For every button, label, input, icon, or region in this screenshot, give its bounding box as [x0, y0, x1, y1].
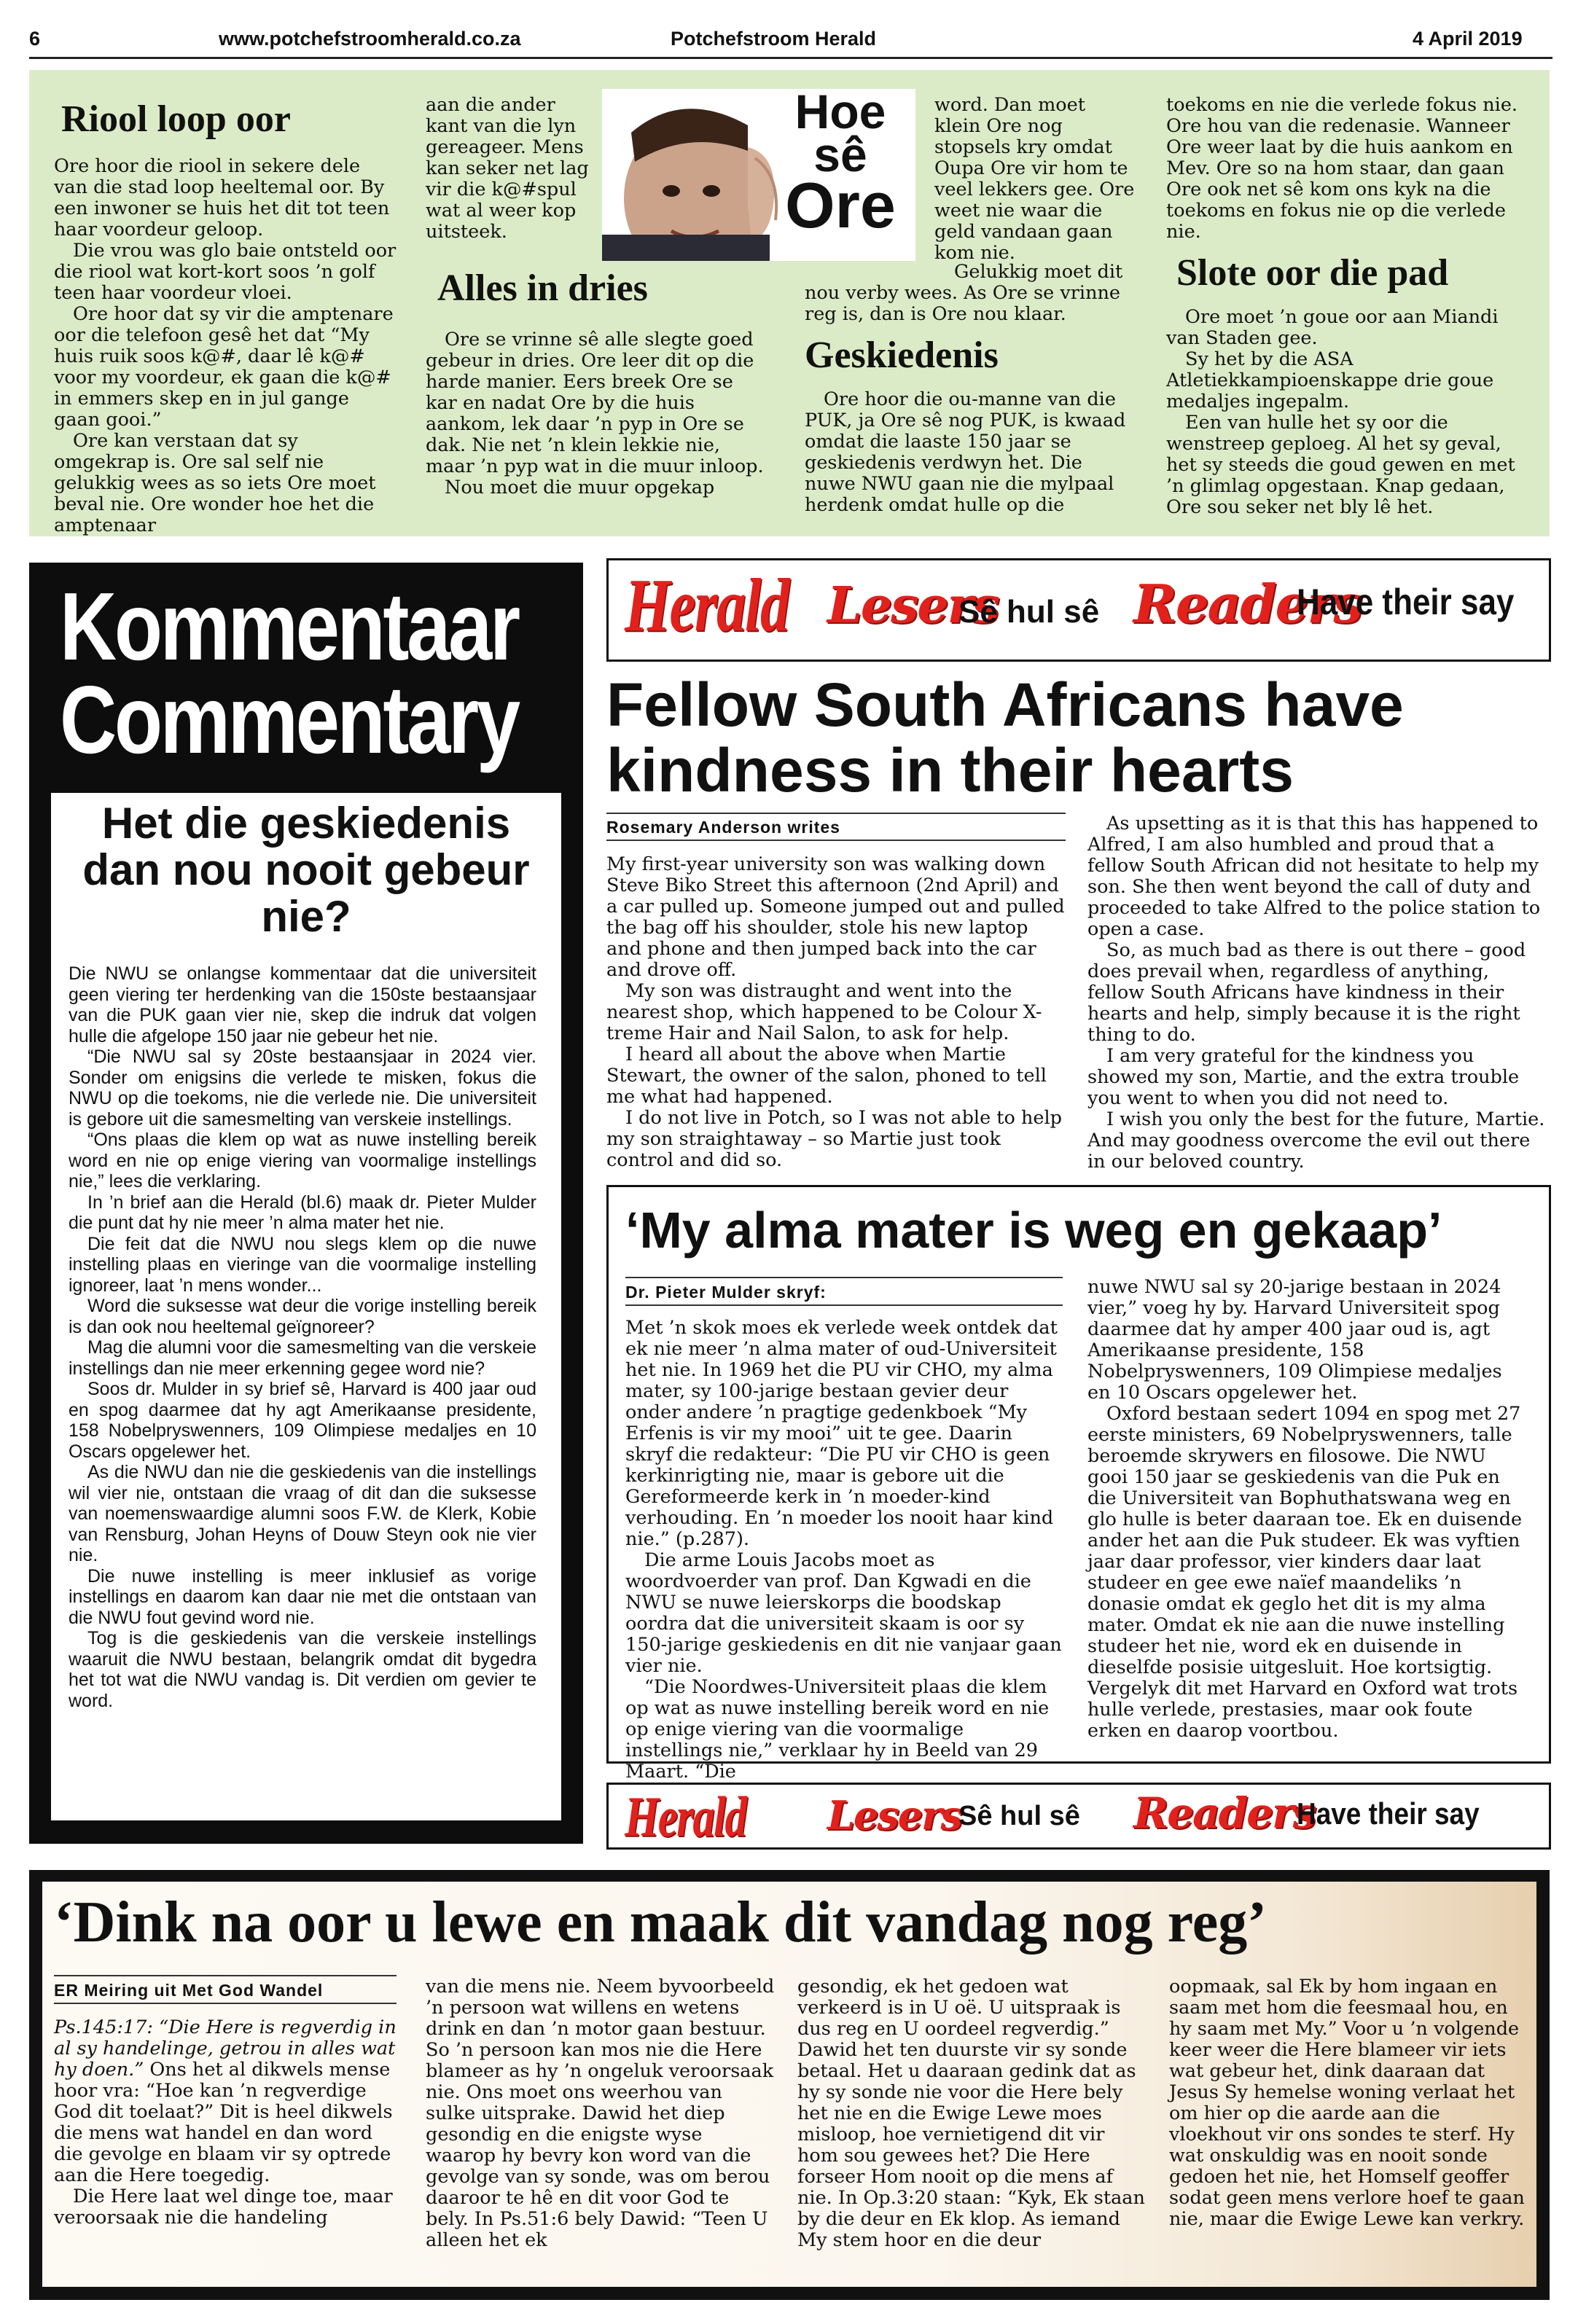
commentary-body [69, 963, 536, 1711]
readers-banner-top [606, 558, 1551, 662]
ore-column-2-top [426, 95, 595, 243]
ore-paragraph: toekoms en nie die verlede fokus nie. Ore hou van die redenasie. Wanneer Ore weer laat by die huis aankom en Mev. Ore so na hom staar, dan gaan Ore ook net sê kom ons kyk na die toekoms en fokus nie op die verlede nie. [1166, 94, 1518, 243]
ore-paragraph: Ore se vrinne sê alle slegte goed gebeur in dries. Ore leer dit op die harde manier. Eers breek Ore se kar en nadat Ore by die huis aankom, lek daar ’n pyp in Ore se dak. Nie net ’n klein lekkie nie, maar ’n pyp wat in die muur inloop. [426, 329, 764, 477]
devotional-byline-rule [54, 2003, 397, 2004]
commentary-paragraph: Mag die alumni voor die samesmelting van die verskeie instellings dan nie meer erkenning gegee word nie? [69, 1337, 536, 1379]
header-url[interactable]: www.potchefstroomherald.co.za [219, 28, 521, 50]
letter1-column-2 [1087, 813, 1547, 1173]
devotional-text: Ons het al dikwels mense hoor vra: “Hoe kan ’n regverdige God dit toelaat?” Dit is heel dikwels die mens wat handel en dan word die gevolge en blaam vir sy optrede aan die Here toegedig. [54, 2059, 393, 2186]
commentary-paragraph: “Die NWU sal sy 20ste bestaansjaar in 2024 vier. Sonder om enigsins die verlede te misken, fokus die NWU op die toekoms, nie die verlede nie. Die universiteit is gebore uit die samesmelting van verskeie instellings. [69, 1046, 536, 1130]
letter1-paragraph: I am very grateful for the kindness you showed my son, Martie, and the extra trouble you went to when you did not need to. [1087, 1045, 1520, 1109]
devotional-column-3 [797, 1976, 1147, 2251]
ore-heading-riool: Riool loop oor [61, 98, 291, 140]
commentary-paragraph: Soos dr. Mulder in sy brief sê, Harvard is 400 jaar oud en spog daarmee dat hy agt Amerikaanse presidente, 158 Nobelpryswenners, 109 Olimpiese medaljes en 10 Oscars opgelewer het. [69, 1379, 536, 1462]
letter1-paragraph: My son was distraught and went into the nearest shop, which happened to be Colour X-treme Hair and Nail Salon, to ask for help. [606, 980, 1042, 1044]
ore-heading-slote: Slote oor die pad [1176, 252, 1449, 294]
have-their-say-text: Have their say [1297, 582, 1515, 622]
letter2-paragraph: Met ’n skok moes ek verlede week ontdek dat ek nie meer ’n alma mater of oud-Universiteit het nie. In 1969 het die PU vir CHO, my alma mater, sy 100-jarige bestaan gevier deur onder andere ’n pragtige gedenkboek “My Erfenis is vir my mooi” uit te gee. Daarin skryf die redakteur: “Die PU vir CHO is geen kerkinrigting nie, maar is gebore uit die Gereformeerde kerk in ’n moeder-kind verhouding. En ’n moeder los nooit haar kind nie.” (p.287). [625, 1317, 1058, 1550]
commentary-paragraph: “Ons plaas die klem op wat as nuwe instelling bereik word en nie op enige viering van voormalige instellings nie,” lees die verklaring. [69, 1130, 536, 1192]
have-their-say-text: Have their say [1297, 1796, 1480, 1831]
commentary-paragraph: As die NWU dan nie die geskiedenis van die instellings wil vier nie, ontstaan die vraag of dit dan die suksesse van noemenswaardige alumni soos F.W. de Klerk, Kobie van Rensburg, Johan Heyns of Douw Steyn ook nie vier nie. [69, 1462, 536, 1565]
letter2-paragraph: Die arme Louis Jacobs moet as woordvoerder van prof. Dan Kgwadi en die NWU se nuwe leierskorps die boodskap oordra dat die universiteit skaam is oor sy 150-jarige geskiedenis en dit nie vanjaar gaan vier nie. [625, 1549, 1062, 1677]
logo-line-ore: Ore [785, 169, 896, 241]
ore-heading-geskiedenis: Geskiedenis [805, 334, 999, 376]
ore-column-1 [54, 99, 397, 536]
commentary-heading: Het die geskiedenis dan nou nooit gebeur nie? [82, 799, 530, 941]
letter2-column-1 [625, 1318, 1063, 1783]
readers-script: Readers [1133, 1788, 1316, 1838]
letter2-paragraph: “Die Noordwes-Universiteit plaas die klem op wat as nuwe instelling bereik word en nie op enige viering van die voormalige instellings nie,” verklaar hy in Beeld van 29 Maart. “Die [625, 1676, 1050, 1783]
letter1-paragraph: I heard all about the above when Martie Stewart, the owner of the salon, phoned to tell me what had happened. [606, 1044, 1047, 1108]
devotional-paragraph: Die Here laat wel dinge toe, maar veroorsaak nie die handeling [54, 2186, 393, 2229]
letter1-paragraph: My first-year university son was walking down Steve Biko Street this afternoon (2nd April) and a car pulled up. Someone jumped out and pulled the bag off his shoulder, stole his new laptop and phone and then jumped back into the car and drove off. [606, 853, 1065, 981]
ore-paragraph: Ore hoor die ou-manne van die PUK, ja Ore sê nog PUK, is kwaad omdat die laaste 150 jaar se geskiedenis verdwyn het. Die nuwe NWU gaan nie die mylpaal herdenk omdat hulle op die [805, 388, 1126, 516]
page-number: 6 [29, 28, 41, 50]
letter1-column-1 [606, 854, 1066, 1171]
ore-paragraph: Nou moet die muur opgekap [445, 477, 715, 498]
devotional-column-1 [54, 2017, 397, 2229]
letter1-paragraph: As upsetting as it is that this has happened to Alfred, I am also humbled and proud that a fellow South African did not hesitate to help my son. She then went beyond the call of duty and proceeded to take Alfred to the police station to open a case. [1087, 813, 1541, 940]
letter1-paragraph: I wish you only the best for the future, Martie. And may goodness overcome the evil out there in our beloved country. [1087, 1108, 1545, 1173]
ore-paragraph: aan die ander kant van die lyn gereageer. Mens kan seker net lag vir die k@#spul wat al weer kop uitsteek. [426, 94, 589, 243]
commentary-paragraph: Tog is die geskiedenis van die verskeie instellings waaruit die NWU bestaan, belangrik omdat dit bygedra het tot wat die NWU vandag is. Dit verdien om gevier te word. [69, 1628, 536, 1711]
letter2-byline-rule [625, 1277, 1063, 1278]
commentary-paragraph: Die nuwe instelling is meer inklusief as vorige instellings en daarom kan daar nie met die ontstaan van die NWU fout gevind word nie. [69, 1565, 536, 1628]
devotional-byline-rule [54, 1975, 397, 1976]
devotional-headline: ‘Dink na oor u lewe en maak dit vandag nog reg’ [54, 1890, 1267, 1955]
commentary-title-afrikaans: Kommentaar [60, 573, 518, 680]
lesers-script: Lesers [827, 576, 999, 635]
scripture-quote: Ps.145:17: “Die Here is regverdig in al sy handelinge, getrou in alles wat hy doen.” [54, 2016, 397, 2081]
ore-paragraph: Ore moet ’n goue oor aan Miandi van Staden gee. [1166, 306, 1499, 349]
devotional-paragraph: van die mens nie. Neem byvoorbeeld ’n persoon wat willens en wetens drink en dan ’n motor gaan bestuur. So ’n persoon kan mos nie die Here blameer as hy ’n ongeluk veroorsaak nie. Ons moet ons weerhou van sulke uitsprake. Dawid het diep gesondig en die enigste wyse waarop hy bevry kon word van die gevolge van sy sonde, was om berou daaroor te hê en dit voor God te bely. In Ps.51:6 bely Dawid: “Teen U alleen het ek [426, 1976, 775, 2251]
devotional-byline: ER Meiring uit Met God Wandel [54, 1981, 324, 2000]
letter1-paragraph: I do not live in Potch, so I was not able to help my son straightaway – so Martie just took control and did so. [606, 1107, 1062, 1171]
devotional-paragraph: gesondig, ek het gedoen wat verkeerd is in U oë. U uitspraak is dus reg en U oordeel regverdig.” Dawid het ten duurste vir sy sonde betaal. Het u daaraan gedink dat as hy sy sonde nie voor die Here bely het nie en die Ewige Lewe moes misloop, hoe vernietigend dit vir hom sou gewees het? Die Here forseer Hom nooit op die mens af nie. In Op.3:20 staan: “Kyk, Ek staan by die deur en Ek klop. As iemand My stem hoor en die deur [797, 1976, 1145, 2251]
ore-paragraph: Gelukkig moet dit nou verby wees. As Ore se vrinne reg is, dan is Ore nou klaar. [805, 261, 1123, 325]
letter2-byline-rule [625, 1304, 1063, 1306]
commentary-title [60, 573, 614, 773]
devotional-column-2 [426, 1976, 776, 2251]
ore-paragraph: Ore kan verstaan dat sy omgekrap is. Ore sal self nie gelukkig wees as so iets Ore moet beval nie. Ore wonder hoe het die amptenaar [54, 430, 376, 536]
se-hul-se-text: Sê hul sê [958, 1801, 1080, 1831]
letter1-byline-rule [606, 813, 1066, 814]
commentary-paragraph: In ’n brief aan die Herald (bl.6) maak dr. Pieter Mulder die punt dat hy nie meer ’n alma mater het nie. [69, 1192, 536, 1233]
readers-script: Readers [1133, 573, 1362, 635]
ore-paragraph: Die vrou was glo baie ontsteld oor die riool wat kort-kort soos ’n golf teen haar voordeur vloei. [54, 240, 397, 304]
devotional-column-4 [1169, 1976, 1526, 2230]
letter1-byline-rule [606, 840, 1066, 841]
ore-paragraph: Sy het by die ASA Atletiekkampioenskappe drie goue medaljes ingepalm. [1166, 348, 1494, 412]
herald-logo: Herald [625, 1785, 746, 1848]
letter1-paragraph: So, as much bad as there is out there – good does prevail when, regardless of anything, fellow South Africans have kindness in their hearts and help, simply because it is the right thing to do. [1087, 939, 1526, 1046]
letter1-byline: Rosemary Anderson writes [606, 818, 840, 837]
header-rule [29, 57, 1552, 59]
ore-column-2 [426, 268, 770, 498]
ore-column-3 [805, 262, 1137, 516]
ore-logo [602, 89, 915, 261]
ore-paragraph: Een van hulle het sy oor die wenstreep geploeg. Al het sy geval, het sy steeds die goud gewen en met ’n glimlag opgestaan. Knap gedaan, Ore sou seker net bly lê het. [1166, 412, 1515, 518]
readers-banner-bottom [606, 1783, 1551, 1850]
ore-column-4 [1166, 95, 1531, 518]
letter2-headline: ‘My alma mater is weg en gekaap’ [625, 1202, 1442, 1259]
letter2-byline: Dr. Pieter Mulder skryf: [625, 1283, 827, 1302]
herald-logo: Herald [625, 563, 789, 647]
logo-line-hoe: Hoe [794, 89, 886, 138]
se-hul-se-text: Sê hul sê [958, 594, 1100, 630]
devotional-paragraph: oopmaak, sal Ek by hom ingaan en saam met hom die feesmaal hou, en hy saam met My.” Voor u ’n volgende keer weer die Here blameer vir iets wat gebeur het, dink daaraan dat Jesus Sy hemelse woning verlaat het om hier op die aarde aan die vloekhout vir ons sondes te sterf. Hy wat onskuldig was en nooit sonde gedoen het nie, het Homself geoffer sodat geen mens verlore hoef te gaan nie, maar die Ewige Lewe kan verkry. [1169, 1976, 1525, 2230]
letter2-paragraph: Oxford bestaan sedert 1094 en spog met 27 eerste ministers, 69 Nobelpryswenners, talle beroemde skrywers en filosowe. Die NWU gooi 150 jaar se geskiedenis van die Puk en die Universiteit van Bophuthatswana weg en glo hulle is beter daaraan toe. Ek en duisende ander het aan die Puk studeer. Ek was vyftien jaar daar professor, vier kinders daar laat studeer en gee ewe naïef maandeliks ’n donasie omdat ek geglo het dit is my alma mater. Omdat ek nie aan die nuwe instelling studeer het nie, word ek en duisende in dieselfde posisie uitgesluit. Hoe kortsigtig. Vergelyk dit met Harvard en Oxford wat trots hulle verlede, prestasies, maar ook foute erken en daarop voortbou. [1087, 1403, 1523, 1742]
ore-heading-dries: Alles in dries [437, 267, 648, 309]
commentary-paragraph: Word die suksesse wat deur die vorige instelling bereik is dan ook nou heeltemal geïgnoreer? [69, 1296, 536, 1337]
header-paper-name: Potchefstroom Herald [671, 28, 877, 50]
letter2-column-2 [1087, 1277, 1528, 1742]
commentary-paragraph: Die feit dat die NWU nou slegs klem op die nuwe instelling plaas en vieringe van die voormalige instelling ignoreer, laat ’n mens wonder... [69, 1233, 536, 1296]
ore-paragraph: Ore hoor die riool in sekere dele van die stad loop heeltemal oor. By een inwoner se huis het dit tot teen haar voordeur geloop. [54, 155, 390, 240]
logo-line-se: sê [813, 128, 867, 181]
ore-paragraph: Ore hoor dat sy vir die amptenare oor die telefoon gesê het dat “My huis ruik soos k@#, daar lê k@# voor my voordeur, ek gaan die k@# in emmers skep en in jul gange gaan gooi.” [54, 303, 394, 431]
lesers-script: Lesers [827, 1792, 961, 1839]
commentary-title-english: Commentary [60, 666, 518, 773]
ore-paragraph: word. Dan moet klein Ore nog stopsels kry omdat Oupa Ore vir hom te veel lekkers gee. Ore weet nie waar die geld vandaan gaan kom nie. [934, 94, 1135, 264]
header-date: 4 April 2019 [1413, 28, 1523, 50]
letter1-headline: Fellow South Africans have kindness in their hearts [606, 670, 1404, 805]
commentary-paragraph: Die NWU se onlangse kommentaar dat die universiteit geen viering ter herdenking van die 150ste bestaansjaar van die PUK gaan vier nie, skep die indruk dat volgen hulle die afgelope 150 jaar nie gebeur het nie. [69, 963, 536, 1046]
ore-column-3-top [934, 95, 1137, 264]
letter2-paragraph: nuwe NWU sal sy 20-jarige bestaan in 2024 vier,” voeg hy by. Harvard Universiteit spog daarmee dat hy amper 400 jaar oud is, agt Amerikaanse presidente, 158 Nobelpryswenners, 109 Olimpiese medaljes en 10 Oscars opgelewer het. [1087, 1276, 1502, 1404]
